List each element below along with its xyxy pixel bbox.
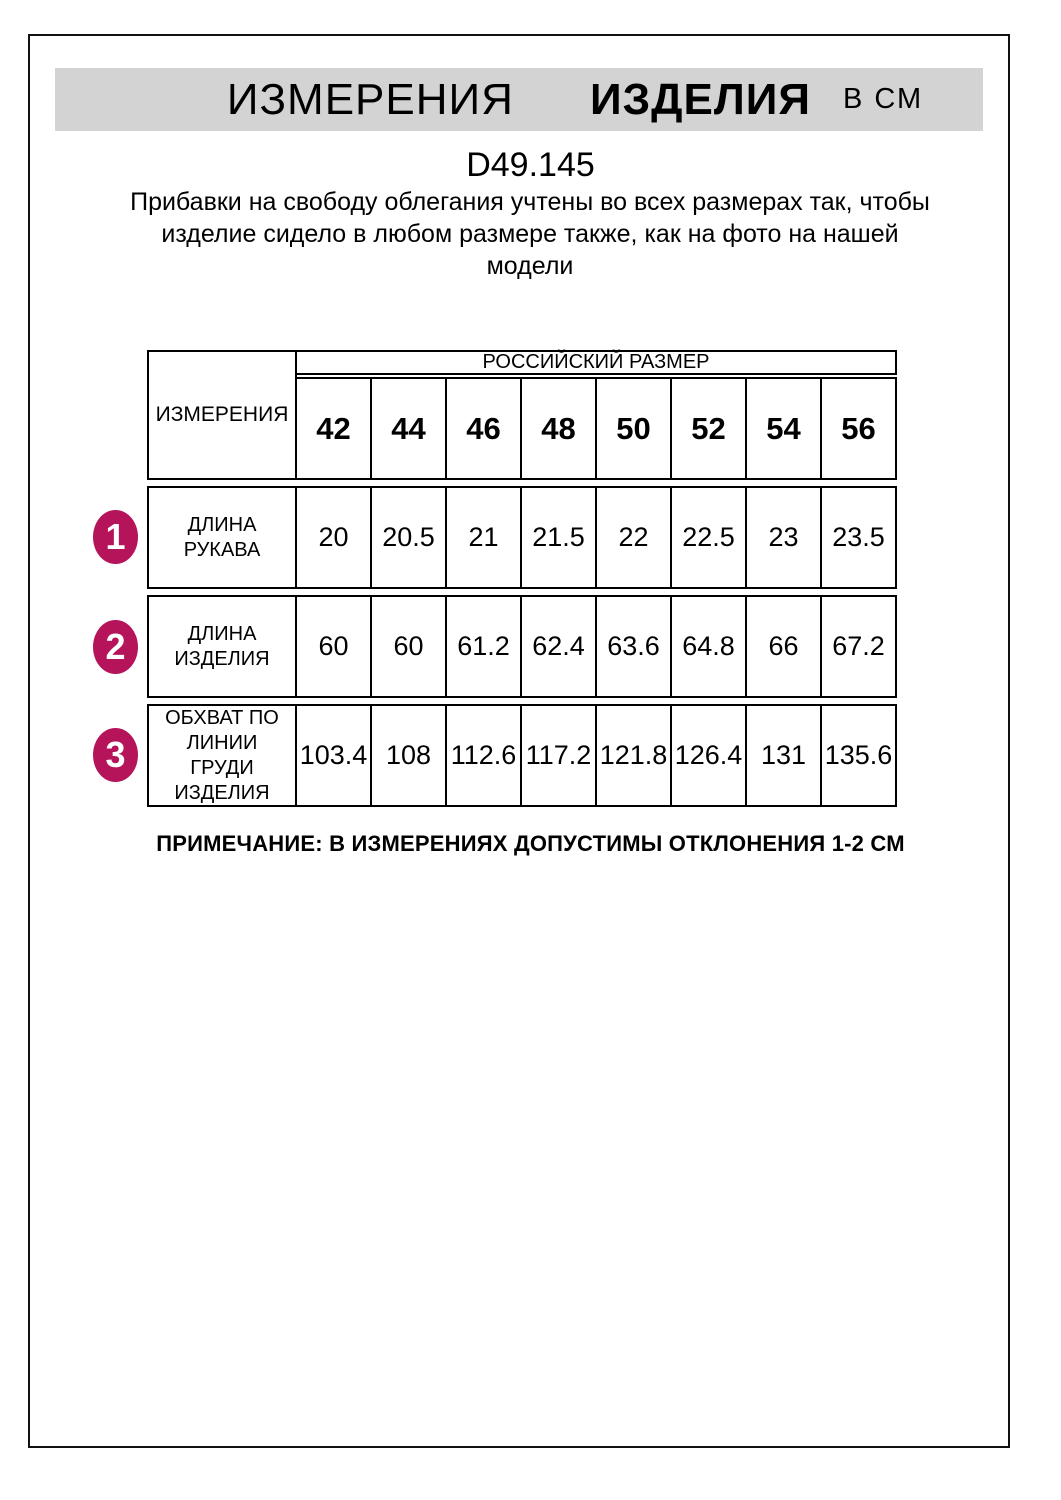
row-label-line: ДЛИНА РУКАВА <box>183 513 261 561</box>
row-label-line: ИЗДЕЛИЯ <box>174 781 270 804</box>
row-label-cell <box>147 595 297 698</box>
size-table <box>147 350 897 807</box>
sizes-row <box>295 377 897 480</box>
product-code: D49.145 <box>466 146 595 184</box>
size-header-cell: 52 <box>670 377 747 480</box>
value-cell: 117.2 <box>520 704 597 807</box>
header-units-label: В СМ <box>842 83 924 115</box>
size-header-cell: 54 <box>745 377 822 480</box>
row-label-line: ДЛИНА <box>187 622 257 645</box>
russian-size-header-cell: РОССИЙСКИЙ РАЗМЕР <box>295 350 897 375</box>
row-label-cell <box>147 704 297 807</box>
fit-description-line: модели <box>486 252 574 280</box>
size-header-cell: 42 <box>295 377 372 480</box>
row-label-line: ОБХВАТ ПО <box>165 706 279 729</box>
value-cell: 60 <box>370 595 447 698</box>
size-header-cell: 56 <box>820 377 897 480</box>
fit-description <box>130 186 930 282</box>
value-cell: 64.8 <box>670 595 747 698</box>
value-cell: 112.6 <box>445 704 522 807</box>
value-cell: 60 <box>295 595 372 698</box>
size-header-cell: 50 <box>595 377 672 480</box>
row-number-badge-3: 3 <box>93 728 138 782</box>
value-cell: 21.5 <box>520 486 597 589</box>
value-cell: 61.2 <box>445 595 522 698</box>
value-cell: 23.5 <box>820 486 897 589</box>
value-cell: 22.5 <box>670 486 747 589</box>
value-cell: 62.4 <box>520 595 597 698</box>
row-label-line: ИЗДЕЛИЯ <box>174 647 270 670</box>
size-header-cell: 48 <box>520 377 597 480</box>
measurements-header-cell: ИЗМЕРЕНИЯ <box>147 350 297 480</box>
header-bar <box>55 68 983 131</box>
value-cell: 66 <box>745 595 822 698</box>
size-table-body <box>147 486 897 807</box>
fit-description-line: изделие сидело в любом размере также, как на фото на нашей <box>161 220 899 248</box>
size-header-cell: 44 <box>370 377 447 480</box>
row-number-badge-1: 1 <box>93 510 138 564</box>
value-cell: 67.2 <box>820 595 897 698</box>
row-number-badge-2: 2 <box>93 620 138 674</box>
header-title-product: ИЗДЕЛИЯ <box>589 74 811 124</box>
value-cell: 121.8 <box>595 704 672 807</box>
table-row <box>147 704 897 807</box>
fit-description-line: Прибавки на свободу облегания учтены во всех размерах так, чтобы <box>130 188 930 216</box>
header-title-measurements: ИЗМЕРЕНИЯ <box>226 74 514 124</box>
value-cell: 22 <box>595 486 672 589</box>
value-cell: 63.6 <box>595 595 672 698</box>
row-label-line: ЛИНИИ ГРУДИ <box>186 731 258 779</box>
value-cell: 20 <box>295 486 372 589</box>
value-cell: 131 <box>745 704 822 807</box>
value-cell: 135.6 <box>820 704 897 807</box>
size-header-cell: 46 <box>445 377 522 480</box>
value-cell: 21 <box>445 486 522 589</box>
value-cell: 20.5 <box>370 486 447 589</box>
value-cell: 103.4 <box>295 704 372 807</box>
size-header-group <box>295 350 897 480</box>
value-cell: 126.4 <box>670 704 747 807</box>
table-row <box>147 486 897 589</box>
value-cell: 108 <box>370 704 447 807</box>
row-label-cell <box>147 486 297 589</box>
table-row <box>147 595 897 698</box>
value-cell: 23 <box>745 486 822 589</box>
tolerance-note: ПРИМЕЧАНИЕ: В ИЗМЕРЕНИЯХ ДОПУСТИМЫ ОТКЛОНЕНИЯ 1-2 СМ <box>156 831 905 856</box>
size-table-header <box>147 350 897 480</box>
